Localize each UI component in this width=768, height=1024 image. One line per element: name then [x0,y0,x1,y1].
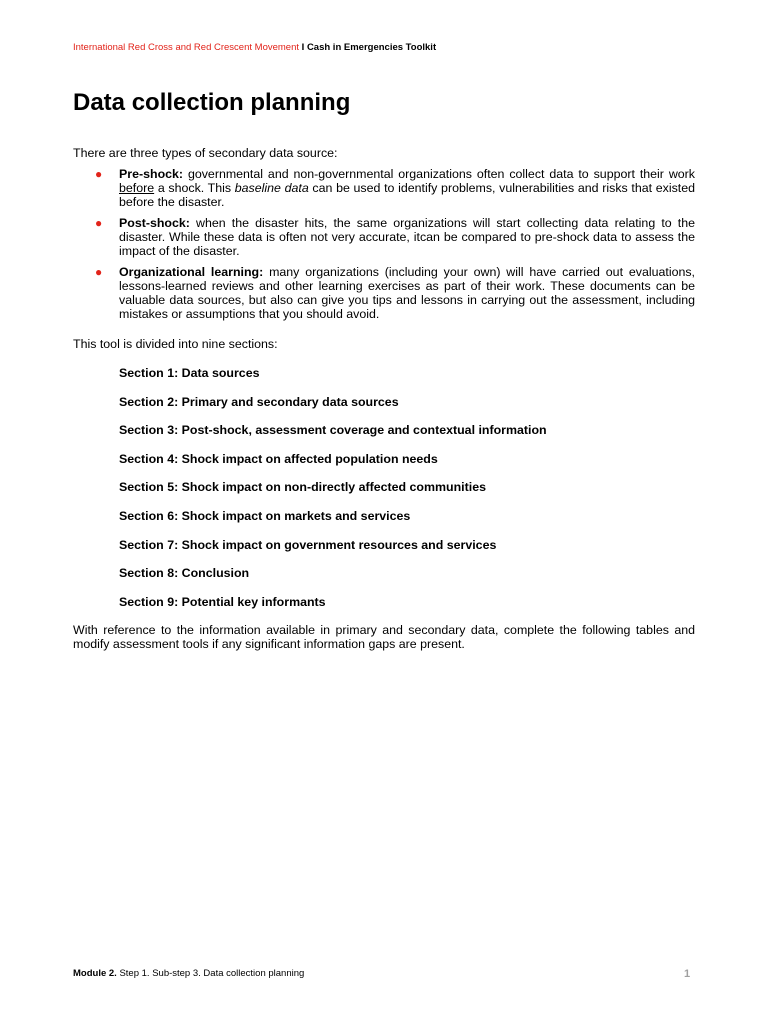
list-item-text: governmental and non-governmental organizations often collect data to support their work [183,167,695,181]
footer-path: Step 1. Sub-step 3. Data collection planning [116,968,305,979]
list-item-label: Organizational learning: [119,265,264,279]
list-item-underlined-text: before [119,181,155,195]
section-item-7: Section 7: Shock impact on government resources and services [119,537,497,552]
section-item-5: Section 5: Shock impact on non-directly affected communities [119,480,486,495]
list-item-italic-text: baseline data [234,181,309,195]
list-item-label: Post-shock: [119,216,190,230]
list-item-text: many organizations (including your own) will have carried out evaluations, lessons-learned reviews and other learning exercises as part of their work. These documents can be valuable data sources, but also can give you tips and lessons in carrying out the assessment, including mistakes or assumptions that you should avoid. [119,265,695,321]
list-item-pre-shock [73,167,695,209]
list-item-post-shock [73,216,695,258]
closing-paragraph: With reference to the information available in primary and secondary data, complete the following tables and modify assessment tools if any significant information gaps are present. [73,623,695,651]
section-item-1: Section 1: Data sources [119,366,260,380]
section-item-4: Section 4: Shock impact on affected population needs [119,451,438,466]
list-item-label: Pre-shock: [119,167,184,181]
page-title: Data collection planning [73,89,351,116]
footer-module: Module 2. [73,968,117,979]
running-header [73,42,436,53]
page-number: 1 [684,968,691,980]
section-item-2: Section 2: Primary and secondary data sources [119,394,399,409]
list-item-organizational-learning [73,265,695,321]
section-item-8: Section 8: Conclusion [119,566,250,581]
intro-paragraph: There are three types of secondary data source: [73,146,338,160]
bullet-icon: ● [95,265,103,279]
header-toolkit-name: Cash in Emergencies Toolkit [306,42,437,53]
list-item-text: when the disaster hits, the same organizations will start collecting data relating to the disaster. While these data is often not very accurate, itcan be compared to pre-shock data to assess the impact of the disaster. [119,216,695,258]
section-item-6: Section 6: Shock impact on markets and services [119,508,411,523]
section-item-3: Section 3: Post-shock, assessment coverage and contextual information [119,423,547,438]
sections-list [119,366,547,623]
header-organization: International Red Cross and Red Crescent Movement [73,42,300,53]
list-item-text: can be used to identify problems, vulnerabilities and risks that existed before the disaster. [119,181,696,209]
running-footer [73,968,304,979]
sections-intro: This tool is divided into nine sections: [73,337,278,351]
data-source-list [73,167,695,328]
bullet-icon: ● [95,216,103,230]
list-item-text: a shock. This [154,181,235,195]
header-separator: I [299,42,307,53]
bullet-icon: ● [95,167,103,181]
section-item-9: Section 9: Potential key informants [119,594,326,609]
